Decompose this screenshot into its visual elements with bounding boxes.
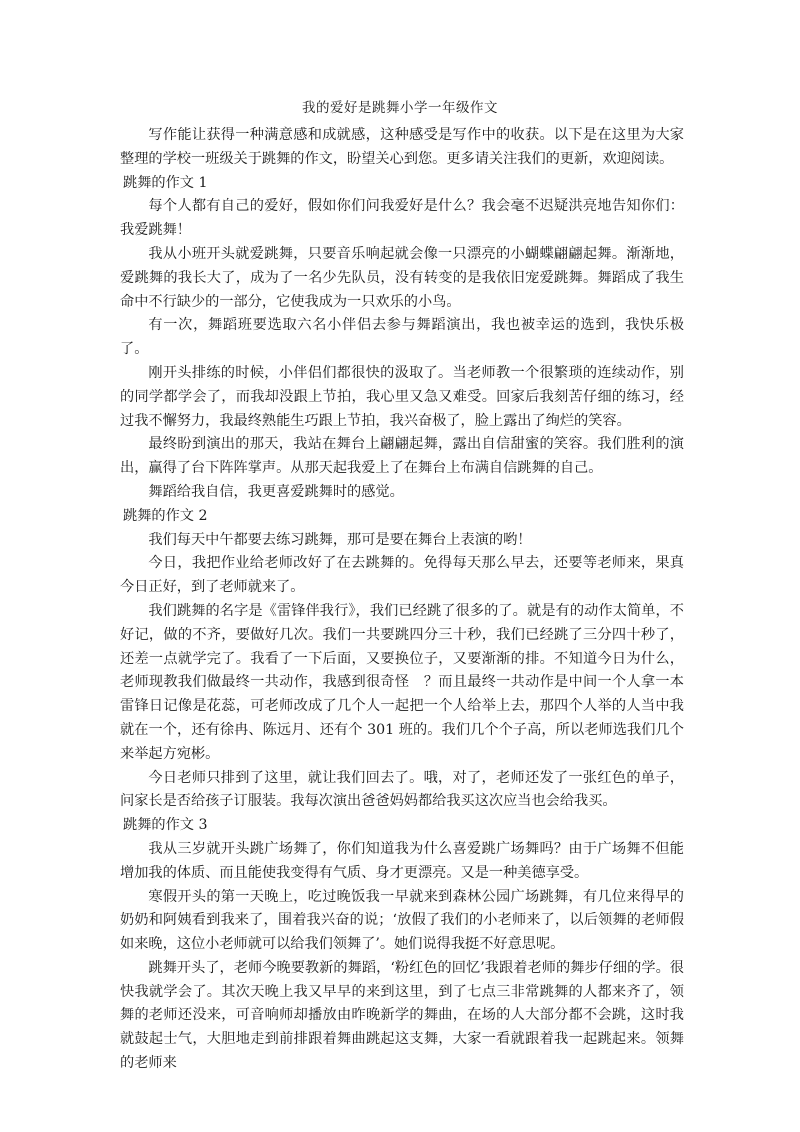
essay-3-paragraph: 跳舞开头了，老师今晚要教新的舞蹈，‘粉红色的回忆’我跟着老师的舞步仔细的学。很快我就学会了。其次天晚上我又早早的来到这里，到了七点三非常跳舞的人都来齐了，领舞的老师还没来，可音响师却播放由昨晚新学的舞曲，在场的人大部分都不会跳，这时我就鼓起士气，大胆地走到前排跟着舞曲跳起这支舞，大家一看就跟着我一起跳起来。领舞的老师来 xyxy=(120,959,684,1072)
intro-paragraph: 写作能让获得一种满意感和成就感，这种感受是写作中的收获。以下是在这里为大家整理的学校一班级关于跳舞的作文，盼望关心到您。更多请关注我们的更新，欢迎阅读。 xyxy=(120,127,684,167)
essay-1-paragraph: 最终盼到演出的那天，我站在舞台上翩翩起舞，露出自信甜蜜的笑容。我们胜利的演出，赢得了台下阵阵掌声。从那天起我爱上了在舞台上布满自信跳舞的自己。 xyxy=(120,436,684,477)
essay-2-heading: 跳舞的作文 2 xyxy=(123,507,208,524)
essay-3-paragraph: 我从三岁就开头跳广场舞了，你们知道我为什么喜爱跳广场舞吗？由于广场舞不但能增加我的体质、而且能使我变得有气质、身才更漂亮。又是一种美德享受。 xyxy=(120,840,684,881)
essay-2-paragraph: 今日，我把作业给老师改好了在去跳舞的。免得每天那么早去，还要等老师来，果真今日正好，到了老师就来了。 xyxy=(120,555,684,596)
essay-1-heading: 跳舞的作文 1 xyxy=(123,174,208,191)
essay-3-paragraph: 寒假开头的第一天晚上，吃过晚饭我一早就来到森林公园广场跳舞，有几位来得早的奶奶和阿姨看到我来了，围着我兴奋的说；‘放假了我们的小老师来了，以后领舞的老师假如来晚，这位小老师就可以给我们领舞了’。她们说得我挺不好意思呢。 xyxy=(120,888,684,953)
essay-2-paragraph: 我们跳舞的名字是《雷锋伴我行》，我们已经跳了很多的了。就是有的动作太简单，不好记，做的不齐，要做好几次。我们一共要跳四分三十秒，我们已经跳了三分四十秒了，还差一点就学完了。我看了一下后面，又要换位子，又要渐渐的排。不知道今日为什么，老师现教我们做最终一共动作，我感到很奇怪 ？而且最终一共动作是中间一个人拿一本雷锋日记像是花蕊，可老师改成了几个人一起把一个人给举上去，那四个人举的人当中我就在一个，还有徐冉、陈远月、还有个 301 班的。我们几个个子高，所以老师选我们几个来举起方宛彬。 xyxy=(120,602,684,762)
essay-1-paragraph: 我从小班开头就爱跳舞，只要音乐响起就会像一只漂亮的小蝴蝶翩翩起舞。渐渐地，爱跳舞的我长大了，成为了一名少先队员，没有转变的是我依旧宠爱跳舞。舞蹈成了我生命中不行缺少的一部分，它使我成为一只欢乐的小鸟。 xyxy=(120,245,684,310)
document-body xyxy=(120,124,684,1076)
essay-2-paragraph: 我们每天中午都要去练习跳舞，那可是要在舞台上表演的哟！ xyxy=(148,531,532,548)
essay-1-paragraph: 刚开头排练的时候，小伴侣们都很快的汲取了。当老师教一个很繁琐的连续动作，别的同学都学会了，而我却没跟上节拍，我心里又急又难受。回家后我刻苦仔细的练习，经过我不懈努力，我最终熟能生巧跟上节拍，我兴奋极了，脸上露出了绚烂的笑容。 xyxy=(120,364,684,429)
essay-3-heading: 跳舞的作文 3 xyxy=(123,817,208,834)
essay-1-paragraph: 每个人都有自己的爱好，假如你们问我爱好是什么？我会毫不迟疑洪亮地告知你们：我爱跳舞！ xyxy=(120,198,684,239)
essay-1-paragraph: 有一次，舞蹈班要选取六名小伴侣去参与舞蹈演出，我也被幸运的选到，我快乐极了。 xyxy=(120,317,684,358)
document-title: 我的爱好是跳舞小学一年级作文 xyxy=(302,100,498,116)
essay-1-paragraph: 舞蹈给我自信，我更喜爱跳舞时的感觉。 xyxy=(148,483,404,500)
essay-2-paragraph: 今日老师只排到了这里，就让我们回去了。哦，对了，老师还发了一张红色的单子，问家长是否给孩子订服装。我每次演出爸爸妈妈都给我买这次应当也会给我买。 xyxy=(120,769,684,810)
